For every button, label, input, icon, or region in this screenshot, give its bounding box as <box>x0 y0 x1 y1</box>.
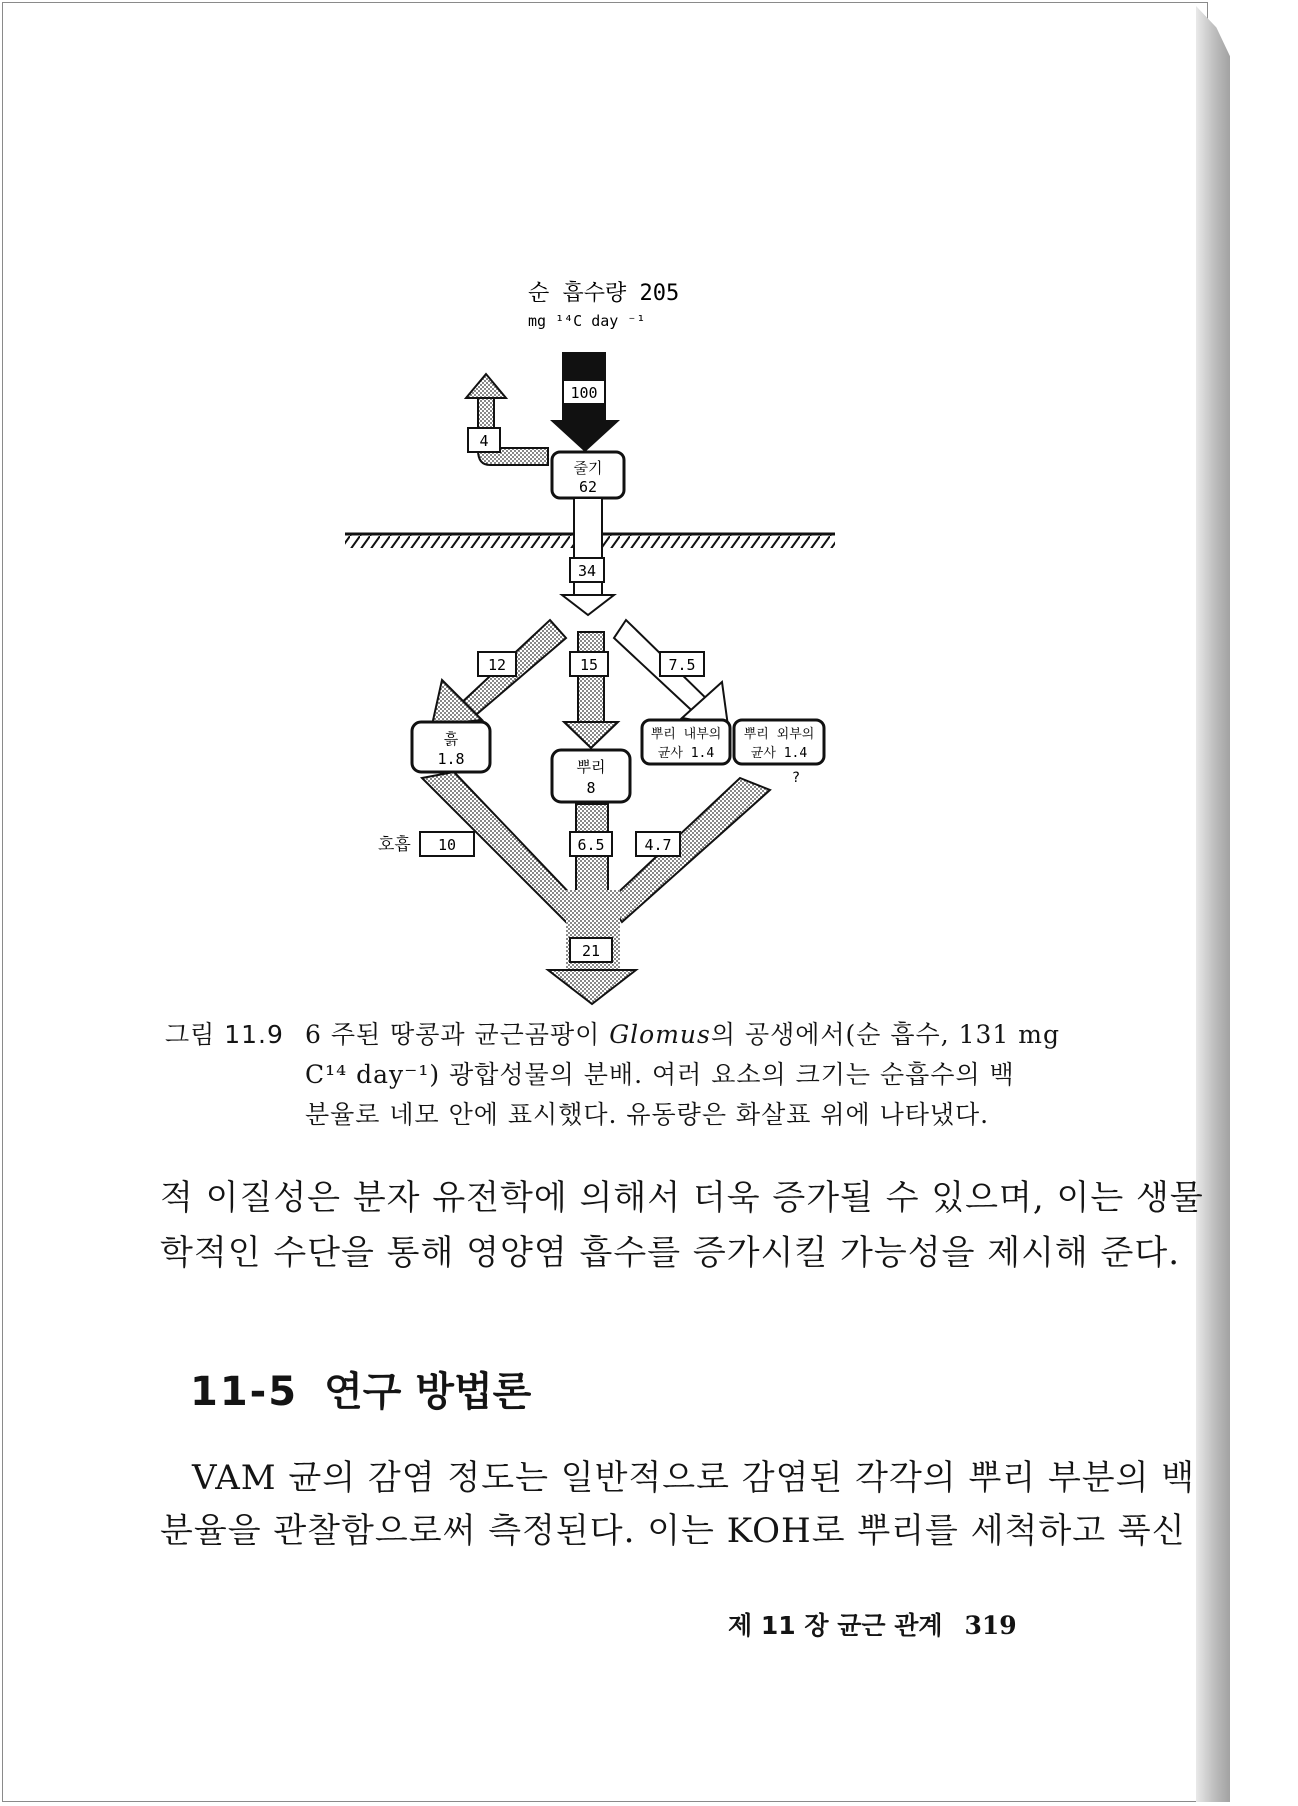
fungus-external-value: 균사 1.4 <box>750 746 808 761</box>
label-to-root: 15 <box>579 656 599 674</box>
shoot-value: 62 <box>578 478 598 496</box>
figure-title: 순 흡수량 205 <box>528 281 680 306</box>
page-number: 319 <box>964 1611 1017 1640</box>
label-to-fungus: 7.5 <box>668 656 696 674</box>
footer-chapter: 제 11 장 균근 관계 <box>728 1611 943 1640</box>
page-edge <box>1196 6 1230 1802</box>
label-resp-root: 6.5 <box>577 836 605 854</box>
section-heading <box>190 1360 531 1417</box>
figure-units: mg ¹⁴C day ⁻¹ <box>528 312 646 330</box>
respiration-arrows <box>422 772 770 1004</box>
figure-caption-line-3: 분율로 네모 안에 표시했다. 유동량은 화살표 위에 나타냈다. <box>305 1100 990 1129</box>
fungus-internal-name: 뿌리 내부의 <box>650 727 722 742</box>
figure-caption-line-1: 6 주된 땅콩과 균근곰팡이 Glomus의 공생에서(순 흡수, 131 mg <box>305 1020 1060 1049</box>
label-to-roots: 34 <box>577 562 597 580</box>
label-resp-soil: 10 <box>437 836 457 854</box>
arrow-to-root <box>564 632 618 748</box>
figure-caption-label: 그림 11.9 <box>165 1020 284 1049</box>
paragraph-1-line-2: 학적인 수단을 통해 영양염 흡수를 증가시킬 가능성을 제시해 준다. <box>160 1233 1181 1273</box>
label-resp-fungus: 4.7 <box>644 836 672 854</box>
page-footer <box>728 1606 1017 1642</box>
root-value: 8 <box>586 779 596 797</box>
paragraph-2-line-1: VAM 균의 감염 정도는 일반적으로 감염된 각각의 뿌리 부분의 백 <box>192 1458 1196 1498</box>
label-shoot-resp: 4 <box>479 432 489 450</box>
label-resp-total: 21 <box>581 942 601 960</box>
root-name: 뿌리 <box>576 758 606 776</box>
shoot-name: 줄기 <box>573 459 603 477</box>
figure-caption-line-2: C¹⁴ day⁻¹) 광합성물의 분배. 여러 요소의 크기는 순흡수의 백 <box>305 1060 1015 1089</box>
soil-name: 흙 <box>443 730 459 748</box>
fungus-external-name: 뿌리 외부의 <box>743 727 815 742</box>
soil-value: 1.8 <box>437 750 465 768</box>
label-uptake: 100 <box>570 384 598 402</box>
unknown-mark: ? <box>791 770 801 786</box>
respiration-label: 호흡 <box>378 835 411 855</box>
fungus-internal-value: 균사 1.4 <box>657 746 715 761</box>
label-to-soil: 12 <box>487 656 507 674</box>
carbon-flow-diagram <box>330 270 860 1010</box>
downward-arrow <box>562 498 614 615</box>
section-number: 11-5 <box>190 1369 299 1415</box>
paragraph-1-line-1: 적 이질성은 분자 유전학에 의해서 더욱 증가될 수 있으며, 이는 생물 <box>160 1178 1204 1218</box>
paragraph-2-line-2: 분율을 관찰함으로써 측정된다. 이는 KOH로 뿌리를 세척하고 푹신 <box>160 1511 1186 1551</box>
section-title: 연구 방법론 <box>324 1369 532 1415</box>
